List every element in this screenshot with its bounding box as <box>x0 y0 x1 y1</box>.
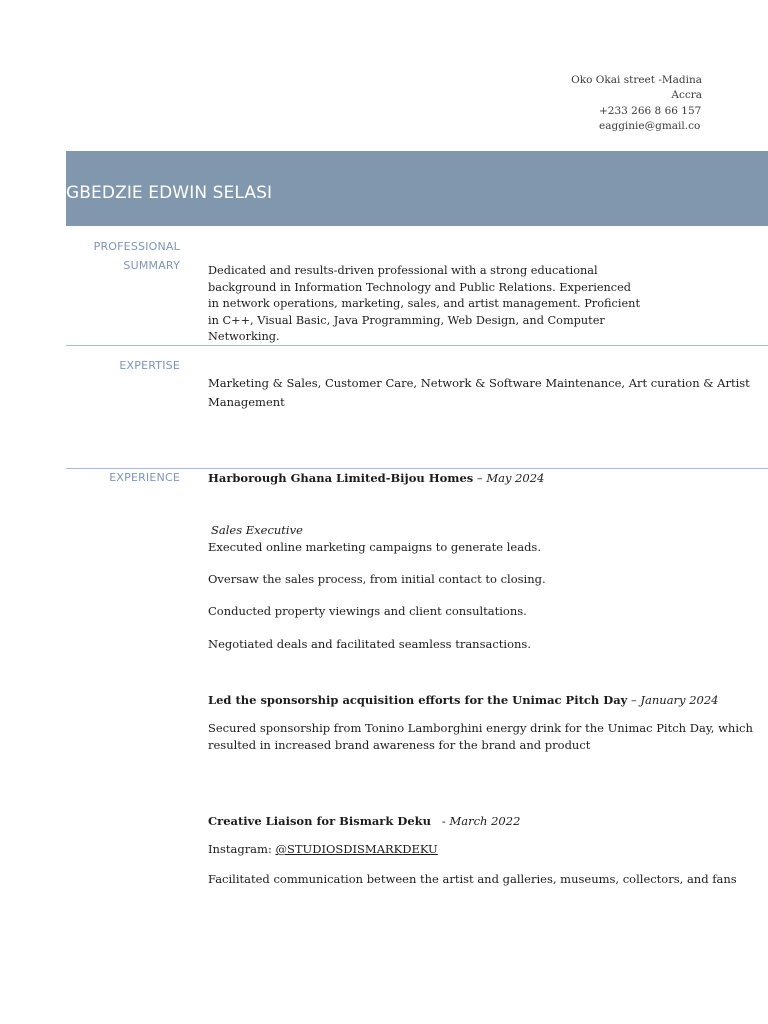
candidate-name: GBEDZIE EDWIN SELASI <box>66 183 273 203</box>
summary-line: Networking. <box>208 330 280 343</box>
contact-city: Accra <box>671 89 702 102</box>
experience-label: EXPERIENCE <box>109 471 180 484</box>
job1-bullet: Conducted property viewings and client consultations. <box>208 604 527 618</box>
summary-line: in network operations, marketing, sales, and artist management. Proficient <box>208 297 640 310</box>
instagram-link[interactable]: @STUDIOSDISMARKDEKU <box>275 842 438 856</box>
summary-text <box>208 263 640 346</box>
contact-phone: +233 266 8 66 157 <box>599 104 702 117</box>
job3-date: March 2022 <box>449 814 521 828</box>
expertise-label: EXPERTISE <box>119 359 180 372</box>
expertise-text <box>208 374 750 412</box>
job1-role: Sales Executive <box>211 523 303 537</box>
expertise-line: Management <box>208 395 285 409</box>
instagram-label: Instagram: <box>208 842 276 856</box>
contact-street: Oko Okai street -Madina <box>571 74 702 86</box>
job3-title: Creative Liaison for Bismark Deku <box>208 814 431 828</box>
summary-line: in C++, Visual Basic, Java Programming, Web Design, and Computer <box>208 313 605 327</box>
job1-bullet: Executed online marketing campaigns to generate leads. <box>208 540 541 554</box>
summary-line: Dedicated and results-driven professional with a strong educational <box>208 264 598 277</box>
job3-description: Facilitated communication between the artist and galleries, museums, collectors, and fans <box>208 872 737 886</box>
job2-sep: – <box>627 693 641 707</box>
contact-email[interactable]: eagginie@gmail.co <box>599 119 701 132</box>
section-divider <box>66 345 768 346</box>
expertise-line: Marketing & Sales, Customer Care, Network & Software Maintenance, Art curation & Artist <box>208 376 750 390</box>
job1-heading <box>208 470 544 487</box>
summary-line: background in Information Technology and Public Relations. Experienced <box>208 280 632 294</box>
job1-bullet: Oversaw the sales process, from initial contact to closing. <box>208 572 546 586</box>
summary-label-line2: SUMMARY <box>123 259 180 272</box>
contact-block <box>560 73 702 134</box>
job1-date: May 2024 <box>486 471 545 485</box>
summary-label-line1: PROFESSIONAL <box>93 240 180 253</box>
job2-title: Led the sponsorship acquisition efforts for the Unimac Pitch Day <box>208 693 628 707</box>
job2-description <box>208 720 753 753</box>
job1-title: Harborough Ghana Limited-Bijou Homes <box>208 471 474 485</box>
job1-bullet: Negotiated deals and facilitated seamless transactions. <box>208 637 531 651</box>
job3-heading <box>208 813 520 830</box>
job1-sep: – <box>473 471 487 485</box>
job2-line: Secured sponsorship from Tonino Lamborghini energy drink for the Unimac Pitch Day, which <box>208 721 753 735</box>
section-divider <box>66 468 768 469</box>
job2-heading <box>208 692 718 709</box>
job3-instagram <box>208 841 438 858</box>
job3-sep: - <box>430 814 450 828</box>
job2-line: resulted in increased brand awareness for the brand and product <box>208 737 591 752</box>
job2-date: January 2024 <box>640 693 719 707</box>
